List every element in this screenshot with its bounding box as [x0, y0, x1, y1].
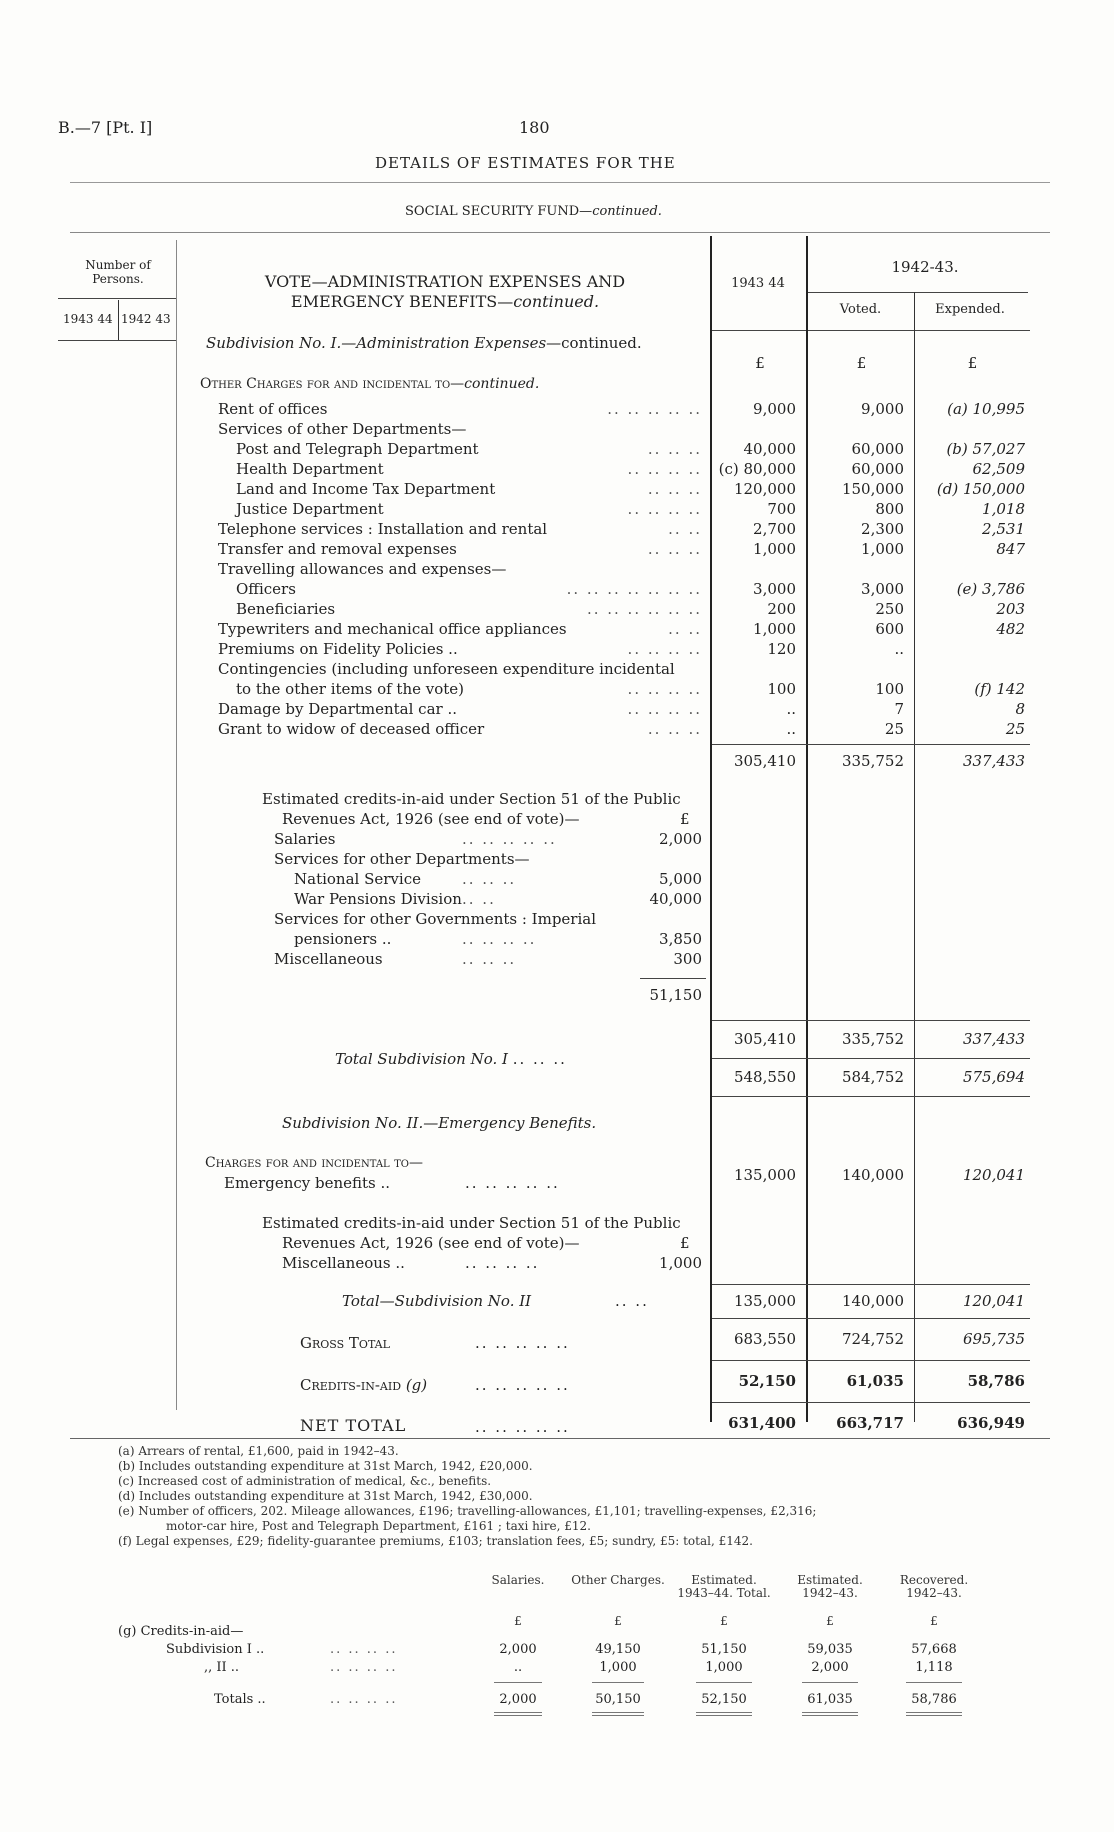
- col-expended-header: Expended.: [935, 302, 1005, 317]
- item-expended: 25: [1005, 720, 1025, 738]
- item-dots: .. .. ..: [647, 480, 702, 498]
- item-expended: (b) 57,027: [946, 440, 1025, 458]
- gross-total-expended: 695,735: [962, 1330, 1025, 1348]
- gross-total-label: Gross Total: [300, 1334, 390, 1352]
- g-table-sum-rule: [494, 1682, 542, 1683]
- sub2-credits-heading-1: Estimated credits-in-aid under Section 51 of the Public: [262, 1214, 681, 1232]
- item-expended: 8: [1015, 700, 1025, 718]
- credits1-line-label: National Service: [294, 870, 421, 888]
- item-expended: (e) 3,786: [956, 580, 1025, 598]
- g-table-cell: 61,035: [807, 1692, 853, 1707]
- gross-total-dots: .. .. .. .. ..: [475, 1334, 570, 1352]
- item-voted: 150,000: [841, 480, 904, 498]
- item-label: Post and Telegraph Department: [236, 440, 479, 458]
- net-total-expended: 636,949: [957, 1414, 1025, 1432]
- credits-in-aid-est: 52,150: [738, 1372, 796, 1390]
- g-table-cell: 58,786: [911, 1692, 957, 1707]
- persons-divider: [118, 300, 119, 340]
- persons-year-1943: 1943 44: [63, 312, 113, 326]
- credits-in-aid-expended: 58,786: [967, 1372, 1025, 1390]
- item-estimate: 100: [767, 680, 796, 698]
- sub2-item-dots: .. .. .. .. ..: [465, 1174, 560, 1192]
- g-table-cell: ..: [513, 1660, 523, 1675]
- total-sub1-rule-3: [712, 1096, 1030, 1097]
- item-voted: 250: [875, 600, 904, 618]
- persons-rule-2: [58, 340, 176, 341]
- net-total-dots: .. .. .. .. ..: [475, 1418, 570, 1436]
- g-table-total-rule: [494, 1715, 542, 1716]
- footnote: (b) Includes outstanding expenditure at 31st March, 1942, £20,000.: [118, 1459, 533, 1473]
- credits1-line-amount: 3,850: [659, 930, 702, 948]
- item-expended: 62,509: [972, 460, 1025, 478]
- g-table-cell: 59,035: [807, 1642, 853, 1657]
- g-table-cell: 52,150: [701, 1692, 747, 1707]
- sub2-misc-dots: .. .. .. ..: [465, 1254, 540, 1272]
- credits1-line-amount: 5,000: [659, 870, 702, 888]
- col-header-rule: [712, 330, 1030, 331]
- item-label: Health Department: [236, 460, 384, 478]
- item-label: Premiums on Fidelity Policies ..: [218, 640, 458, 658]
- item-dots: .. .. .. ..: [627, 500, 702, 518]
- credits1-heading-2: Revenues Act, 1926 (see end of vote)—: [282, 810, 580, 828]
- page-number: 180: [519, 118, 550, 137]
- item-expended: 203: [996, 600, 1025, 618]
- g-table-pound: £: [826, 1614, 834, 1628]
- persons-rule: [58, 298, 176, 299]
- item-dots: .. .. ..: [647, 720, 702, 738]
- item-expended: (a) 10,995: [947, 400, 1025, 418]
- total-sub1-voted-2: 584,752: [841, 1068, 904, 1086]
- item-voted: 9,000: [861, 400, 904, 418]
- item-label: Typewriters and mechanical office appliances: [218, 620, 567, 638]
- footnote: (f) Legal expenses, £29; fidelity-guarantee premiums, £103; translation fees, £5; sundry, £5: total, £142.: [118, 1534, 753, 1548]
- g-table-total-rule: [696, 1712, 752, 1713]
- subtotal-rule: [712, 744, 1030, 745]
- sub2-voted: 140,000: [841, 1166, 904, 1184]
- col-voted-header: Voted.: [839, 302, 882, 317]
- item-estimate: 200: [767, 600, 796, 618]
- item-dots: .. ..: [668, 520, 702, 538]
- g-table-header: Recovered. 1942–43.: [899, 1573, 969, 1600]
- g-table-cell: 57,668: [911, 1642, 957, 1657]
- item-dots: .. .. .. .. ..: [607, 400, 702, 418]
- item-expended: 847: [996, 540, 1025, 558]
- sub2-credits-heading-2: Revenues Act, 1926 (see end of vote)—: [282, 1234, 580, 1252]
- credits1-line-dots: .. .. ..: [462, 870, 517, 888]
- credits1-line-amount: 300: [673, 950, 702, 968]
- total-sub1-est-1: 305,410: [733, 1030, 796, 1048]
- footnote: motor-car hire, Post and Telegraph Department, £161 ; taxi hire, £12.: [166, 1519, 591, 1533]
- total-sub2-est: 135,000: [733, 1292, 796, 1310]
- item-expended: 482: [996, 620, 1025, 638]
- credits1-heading-1: Estimated credits-in-aid under Section 51 of the Public: [262, 790, 681, 808]
- g-table-total-rule: [802, 1712, 858, 1713]
- item-voted: 2,300: [861, 520, 904, 538]
- item-voted: 800: [875, 500, 904, 518]
- credits1-line-dots: .. .. ..: [462, 950, 517, 968]
- item-voted: 100: [875, 680, 904, 698]
- total-sub1-rule-2: [712, 1058, 1030, 1059]
- g-table-sum-rule: [802, 1682, 858, 1683]
- footnote: (c) Increased cost of administration of medical, &c., benefits.: [118, 1474, 492, 1488]
- g-table-total-rule: [696, 1715, 752, 1716]
- g-table-cell: 2,000: [499, 1692, 537, 1707]
- item-estimate: 1,000: [753, 620, 796, 638]
- g-table-cell: 1,000: [705, 1660, 743, 1675]
- credits1-total-rule: [640, 978, 706, 979]
- g-table-pound: £: [720, 1614, 728, 1628]
- g-table-row-dots: .. .. .. ..: [330, 1642, 398, 1657]
- vote-title: VOTE—ADMINISTRATION EXPENSES AND EMERGENCY BENEFITS—continued.: [264, 272, 626, 311]
- gross-rule: [712, 1318, 1030, 1319]
- credits1-line-label: pensioners ..: [294, 930, 392, 948]
- credits1-line-label: Miscellaneous: [274, 950, 383, 968]
- item-estimate: 9,000: [753, 400, 796, 418]
- credits1-line-label: Services for other Governments : Imperial: [274, 910, 597, 928]
- pound-est: £: [755, 354, 765, 372]
- sub2-misc-label: Miscellaneous ..: [282, 1254, 405, 1272]
- footnote: (e) Number of officers, 202. Mileage allowances, £196; travelling-allowances, £1,101; travelling-expenses, £2,316;: [118, 1504, 817, 1518]
- item-voted: 25: [884, 720, 904, 738]
- item-estimate: 120: [767, 640, 796, 658]
- footnote-rule: [70, 1438, 1050, 1439]
- subtotal-voted: 335,752: [841, 752, 904, 770]
- item-dots: .. .. ..: [647, 440, 702, 458]
- item-label: Telephone services : Installation and rental: [218, 520, 548, 538]
- item-estimate: (c) 80,000: [718, 460, 796, 478]
- credits1-line-label: Salaries: [274, 830, 336, 848]
- item-estimate: 40,000: [743, 440, 796, 458]
- pound-expended: £: [967, 354, 978, 372]
- credits1-line-amount: 40,000: [649, 890, 702, 908]
- total-sub1-expended-2: 575,694: [962, 1068, 1025, 1086]
- item-dots: .. .. ..: [647, 540, 702, 558]
- total-sub2-label: Total—Subdivision No. II: [342, 1292, 532, 1310]
- footnotes: [118, 1444, 816, 1549]
- g-table-row-label: ,, II ..: [204, 1660, 240, 1675]
- item-dots: .. .. .. .. .. ..: [586, 600, 702, 618]
- credits1-line-dots: .. .. .. .. ..: [462, 830, 557, 848]
- subdivision-1-heading: Subdivision No. I.—Administration Expenses—continued.: [206, 334, 642, 352]
- g-table-row-label: Totals ..: [214, 1692, 266, 1707]
- sub2-credits-pound: £: [680, 1234, 690, 1252]
- credits1-total: 51,150: [649, 986, 702, 1004]
- header-rule: [70, 182, 1050, 183]
- net-rule: [712, 1402, 1030, 1403]
- credits1-line-dots: .. .. .. ..: [462, 930, 537, 948]
- subdivision-2-heading: Subdivision No. II.—Emergency Benefits.: [282, 1114, 597, 1132]
- g-table-cell: 49,150: [595, 1642, 641, 1657]
- item-voted: 600: [875, 620, 904, 638]
- item-expended: 1,018: [982, 500, 1025, 518]
- subtotal-expended: 337,433: [962, 752, 1025, 770]
- g-table-row-label: Subdivision I ..: [166, 1642, 265, 1657]
- g-table-cell: 2,000: [811, 1660, 849, 1675]
- sub2-est: 135,000: [733, 1166, 796, 1184]
- g-table-sum-rule: [696, 1682, 752, 1683]
- total-sub2-voted: 140,000: [841, 1292, 904, 1310]
- item-label: Rent of offices: [218, 400, 328, 418]
- col-1942-rule: [808, 292, 1028, 293]
- fund-title: SOCIAL SECURITY FUND—continued.: [405, 204, 662, 219]
- g-table-header: Estimated. 1942–43.: [797, 1573, 863, 1600]
- g-table-pound: £: [514, 1614, 522, 1628]
- credits1-line-label: Services for other Departments—: [274, 850, 530, 868]
- item-dots: .. .. .. ..: [627, 460, 702, 478]
- col-estimate-header: 1943 44: [731, 276, 785, 291]
- item-label: Land and Income Tax Department: [236, 480, 496, 498]
- credits1-line-dots: .. ..: [462, 890, 496, 908]
- item-label: Contingencies (including unforeseen expenditure incidental: [218, 660, 675, 678]
- item-voted: 60,000: [851, 440, 904, 458]
- item-voted: ..: [894, 640, 904, 658]
- item-dots: .. .. .. .. .. .. ..: [566, 580, 702, 598]
- credits1-line-amount: 2,000: [659, 830, 702, 848]
- gross-total-voted: 724,752: [841, 1330, 904, 1348]
- item-dots: .. .. .. ..: [627, 640, 702, 658]
- g-table-total-rule: [802, 1715, 858, 1716]
- item-estimate: 120,000: [733, 480, 796, 498]
- total-sub2-rule: [712, 1284, 1030, 1285]
- net-total-label: NET TOTAL: [300, 1416, 407, 1435]
- item-voted: 3,000: [861, 580, 904, 598]
- gross-total-est: 683,550: [733, 1330, 796, 1348]
- g-table-pound: £: [614, 1614, 622, 1628]
- fund-rule: [70, 232, 1050, 233]
- g-table-pound: £: [930, 1614, 938, 1628]
- g-table-cell: 50,150: [595, 1692, 641, 1707]
- item-expended: (f) 142: [974, 680, 1025, 698]
- item-label: Officers: [236, 580, 296, 598]
- g-table-cell: 2,000: [499, 1642, 537, 1657]
- item-voted: 60,000: [851, 460, 904, 478]
- g-table-header: Other Charges.: [571, 1573, 665, 1587]
- g-table-total-rule: [906, 1712, 962, 1713]
- g-table-cell: 1,118: [915, 1660, 953, 1675]
- g-table-title: (g) Credits-in-aid—: [118, 1624, 244, 1639]
- credits1-line-label: War Pensions Division: [294, 890, 462, 908]
- total-sub1-label: Total Subdivision No. I .. .. ..: [335, 1050, 567, 1068]
- item-voted: 7: [894, 700, 904, 718]
- total-sub1-est-2: 548,550: [733, 1068, 796, 1086]
- item-expended: (d) 150,000: [936, 480, 1025, 498]
- item-label: Beneficiaries: [236, 600, 336, 618]
- g-table-header: Salaries.: [491, 1573, 545, 1587]
- item-dots: .. .. .. ..: [627, 700, 702, 718]
- net-total-est: 631,400: [728, 1414, 796, 1432]
- g-table-row-dots: .. .. .. ..: [330, 1692, 398, 1707]
- left-rule: [176, 240, 177, 1410]
- item-label: Transfer and removal expenses: [218, 540, 457, 558]
- pound-voted: £: [856, 354, 867, 372]
- sub2-item-label: Emergency benefits ..: [224, 1174, 391, 1192]
- g-table-total-rule: [592, 1712, 644, 1713]
- item-label: to the other items of the vote): [236, 680, 465, 698]
- item-estimate: 700: [767, 500, 796, 518]
- g-table-cell: 1,000: [599, 1660, 637, 1675]
- total-sub1-voted-1: 335,752: [841, 1030, 904, 1048]
- persons-header: Number of Persons.: [85, 258, 151, 286]
- credits-in-aid-dots: .. .. .. .. ..: [475, 1376, 570, 1394]
- total-sub1-expended-1: 337,433: [962, 1030, 1025, 1048]
- footnote: (a) Arrears of rental, £1,600, paid in 1942–43.: [118, 1444, 399, 1458]
- credits-in-aid-label: Credits-in-aid (g): [300, 1376, 428, 1394]
- item-label: Damage by Departmental car ..: [218, 700, 457, 718]
- g-table-sum-rule: [906, 1682, 962, 1683]
- credits-rule: [712, 1360, 1030, 1361]
- item-estimate: 2,700: [753, 520, 796, 538]
- item-label: Services of other Departments—: [218, 420, 467, 438]
- g-table-total-rule: [592, 1715, 644, 1716]
- total-sub2-expended: 120,041: [962, 1292, 1025, 1310]
- item-dots: .. ..: [668, 620, 702, 638]
- item-estimate: 1,000: [753, 540, 796, 558]
- credits1-pound: £: [680, 810, 690, 828]
- net-total-voted: 663,717: [836, 1414, 904, 1432]
- g-table-header: Estimated. 1943–44. Total.: [677, 1573, 771, 1600]
- g-table-sum-rule: [592, 1682, 644, 1683]
- total-sub1-rule-1: [712, 1020, 1030, 1021]
- col-1942-header: 1942-43.: [891, 258, 959, 276]
- g-table-total-rule: [494, 1712, 542, 1713]
- sub2-charges-heading: Charges for and incidental to—: [205, 1155, 424, 1171]
- item-label: Travelling allowances and expenses—: [218, 560, 507, 578]
- item-dots: .. .. .. ..: [627, 680, 702, 698]
- item-expended: 2,531: [982, 520, 1025, 538]
- sub2-misc-amount: 1,000: [659, 1254, 702, 1272]
- persons-year-1942: 1942 43: [121, 312, 171, 326]
- g-table-cell: 51,150: [701, 1642, 747, 1657]
- credits-in-aid-voted: 61,035: [846, 1372, 904, 1390]
- g-table-row-dots: .. .. .. ..: [330, 1660, 398, 1675]
- item-voted: 1,000: [861, 540, 904, 558]
- item-estimate: 3,000: [753, 580, 796, 598]
- subtotal-est: 305,410: [733, 752, 796, 770]
- g-table-total-rule: [906, 1715, 962, 1716]
- item-label: Grant to widow of deceased officer: [218, 720, 485, 738]
- sub2-expended: 120,041: [962, 1166, 1025, 1184]
- page-title: DETAILS OF ESTIMATES FOR THE: [375, 154, 676, 172]
- footnote: (d) Includes outstanding expenditure at 31st March, 1942, £30,000.: [118, 1489, 533, 1503]
- item-label: Justice Department: [236, 500, 384, 518]
- total-sub2-dots: .. ..: [615, 1292, 649, 1310]
- document-reference: B.—7 [Pt. I]: [58, 118, 153, 137]
- other-charges-heading: Other Charges for and incidental to—continued.: [200, 376, 540, 392]
- item-estimate: ..: [786, 700, 796, 718]
- item-estimate: ..: [786, 720, 796, 738]
